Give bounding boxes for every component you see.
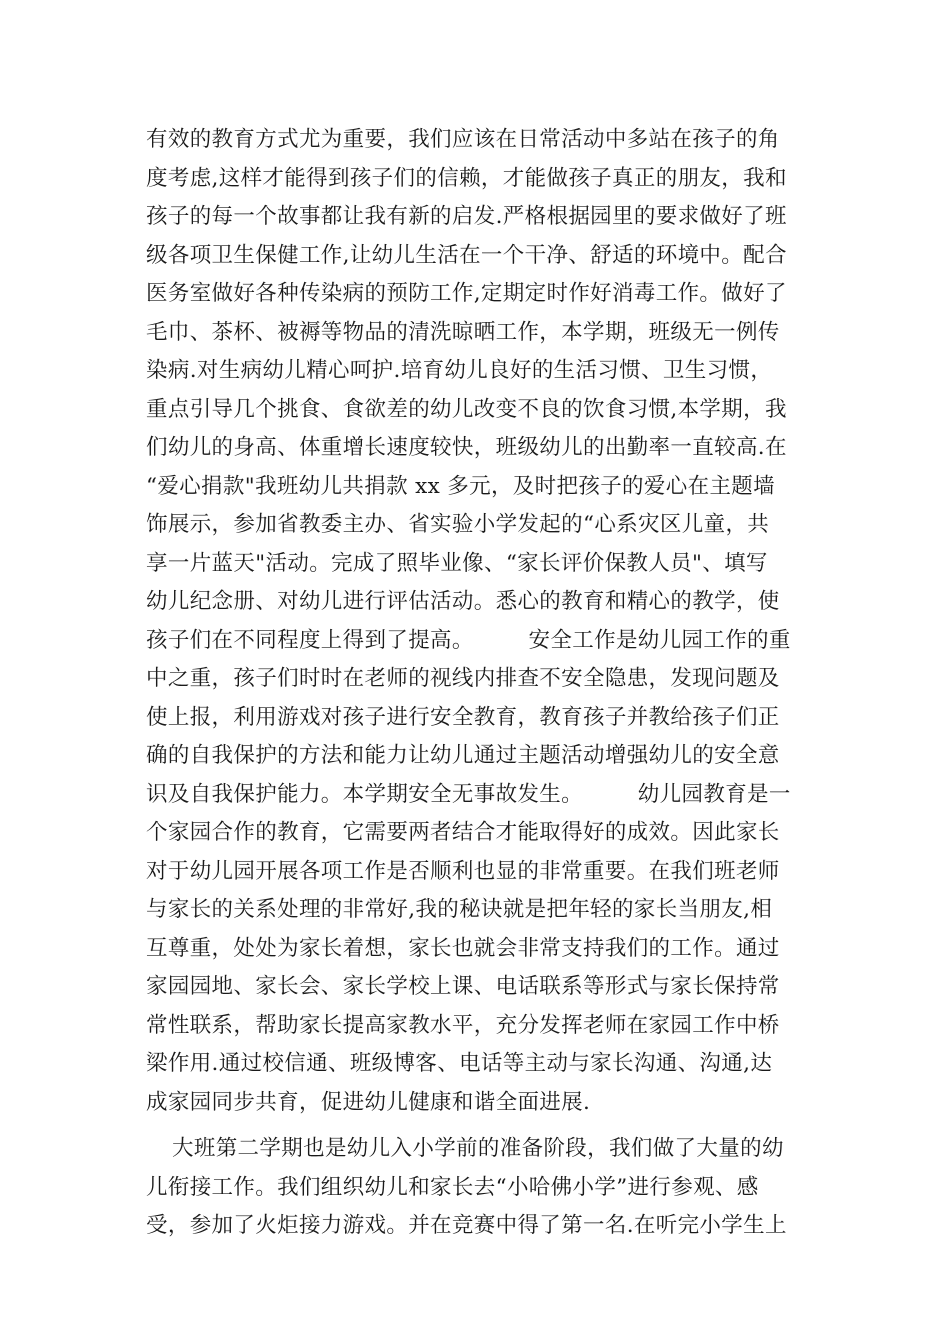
text-line: 互尊重，处处为家长着想，家长也就会非常支持我们的工作。通过 xyxy=(146,935,780,961)
text-line: 受，参加了火炬接力游戏。并在竞赛中得了第一名.在听完小学生上 xyxy=(146,1213,787,1238)
text-line: 孩子们在不同程度上得到了提高。 安全工作是幼儿园工作的重 xyxy=(146,627,791,653)
text-line: 中之重，孩子们时时在老师的视线内排查不安全隐患，发现问题及 xyxy=(146,666,780,691)
paragraph-1 xyxy=(146,121,816,1122)
paragraph-gap xyxy=(146,1122,816,1130)
text-line: 与家长的关系处理的非常好,我的秘诀就是把年轻的家长当朋友,相 xyxy=(146,897,773,922)
text-line: 级各项卫生保健工作,让幼儿生活在一个干净、舒适的环境中。配合 xyxy=(146,242,787,268)
text-line: 毛巾、茶杯、被褥等物品的清洗晾晒工作，本学期，班级无一例传 xyxy=(146,319,780,345)
text-line: 梁作用.通过校信通、班级博客、电话等主动与家长沟通、沟通,达 xyxy=(146,1051,773,1076)
text-line: 大班第二学期也是幼儿入小学前的准备阶段，我们做了大量的幼 xyxy=(172,1136,784,1161)
text-line: 个家园合作的教育，它需要两者结合才能取得好的成效。因此家长 xyxy=(146,820,780,845)
text-line: 确的自我保护的方法和能力让幼儿通过主题活动增强幼儿的安全意 xyxy=(146,743,780,768)
text-line: 儿衔接工作。我们组织幼儿和家长去“小哈佛小学”进行参观、感 xyxy=(146,1174,759,1200)
text-line: 对于幼儿园开展各项工作是否顺利也显的非常重要。在我们班老师 xyxy=(146,858,780,884)
text-line: 家园园地、家长会、家长学校上课、电话联系等形式与家长保持常 xyxy=(146,974,780,999)
text-line: “爱心捐款"我班幼儿共捐款 xx 多元，及时把孩子的爱心在主题墙 xyxy=(146,473,776,499)
text-line: 享一片蓝天"活动。完成了照毕业像、“家长评价保教人员"、填写 xyxy=(146,550,768,576)
text-line: 重点引导几个挑食、食欲差的幼儿改变不良的饮食习惯,本学期，我 xyxy=(146,396,787,422)
text-line: 医务室做好各种传染病的预防工作,定期定时作好消毒工作。做好了 xyxy=(146,281,787,306)
text-line: 度考虑,这样才能得到孩子们的信赖，才能做孩子真正的朋友，我和 xyxy=(146,165,787,191)
text-line: 使上报，利用游戏对孩子进行安全教育，教育孩子并教给孩子们正 xyxy=(146,704,780,730)
text-line: 识及自我保护能力。本学期安全无事故发生。 幼儿园教育是一 xyxy=(146,781,791,807)
document-body xyxy=(146,121,816,1246)
text-line: 染病.对生病幼儿精心呵护.培育幼儿良好的生活习惯、卫生习惯， xyxy=(146,358,773,383)
paragraph-2 xyxy=(146,1130,816,1246)
text-line: 常性联系，帮助家长提高家教水平，充分发挥老师在家园工作中桥 xyxy=(146,1012,780,1038)
text-line: 孩子的每一个故事都让我有新的启发.严格根据园里的要求做好了班 xyxy=(146,204,787,229)
text-line: 有效的教育方式尤为重要，我们应该在日常活动中多站在孩子的角 xyxy=(146,127,780,152)
text-line: 们幼儿的身高、体重增长速度较快，班级幼儿的出勤率一直较高.在 xyxy=(146,435,787,460)
text-line: 饰展示，参加省教委主办、省实验小学发起的“心系灾区儿童，共 xyxy=(146,512,770,537)
text-line: 成家园同步共育，促进幼儿健康和谐全面进展. xyxy=(146,1089,591,1115)
text-line: 幼儿纪念册、对幼儿进行评估活动。悉心的教育和精心的教学，使 xyxy=(146,589,780,614)
